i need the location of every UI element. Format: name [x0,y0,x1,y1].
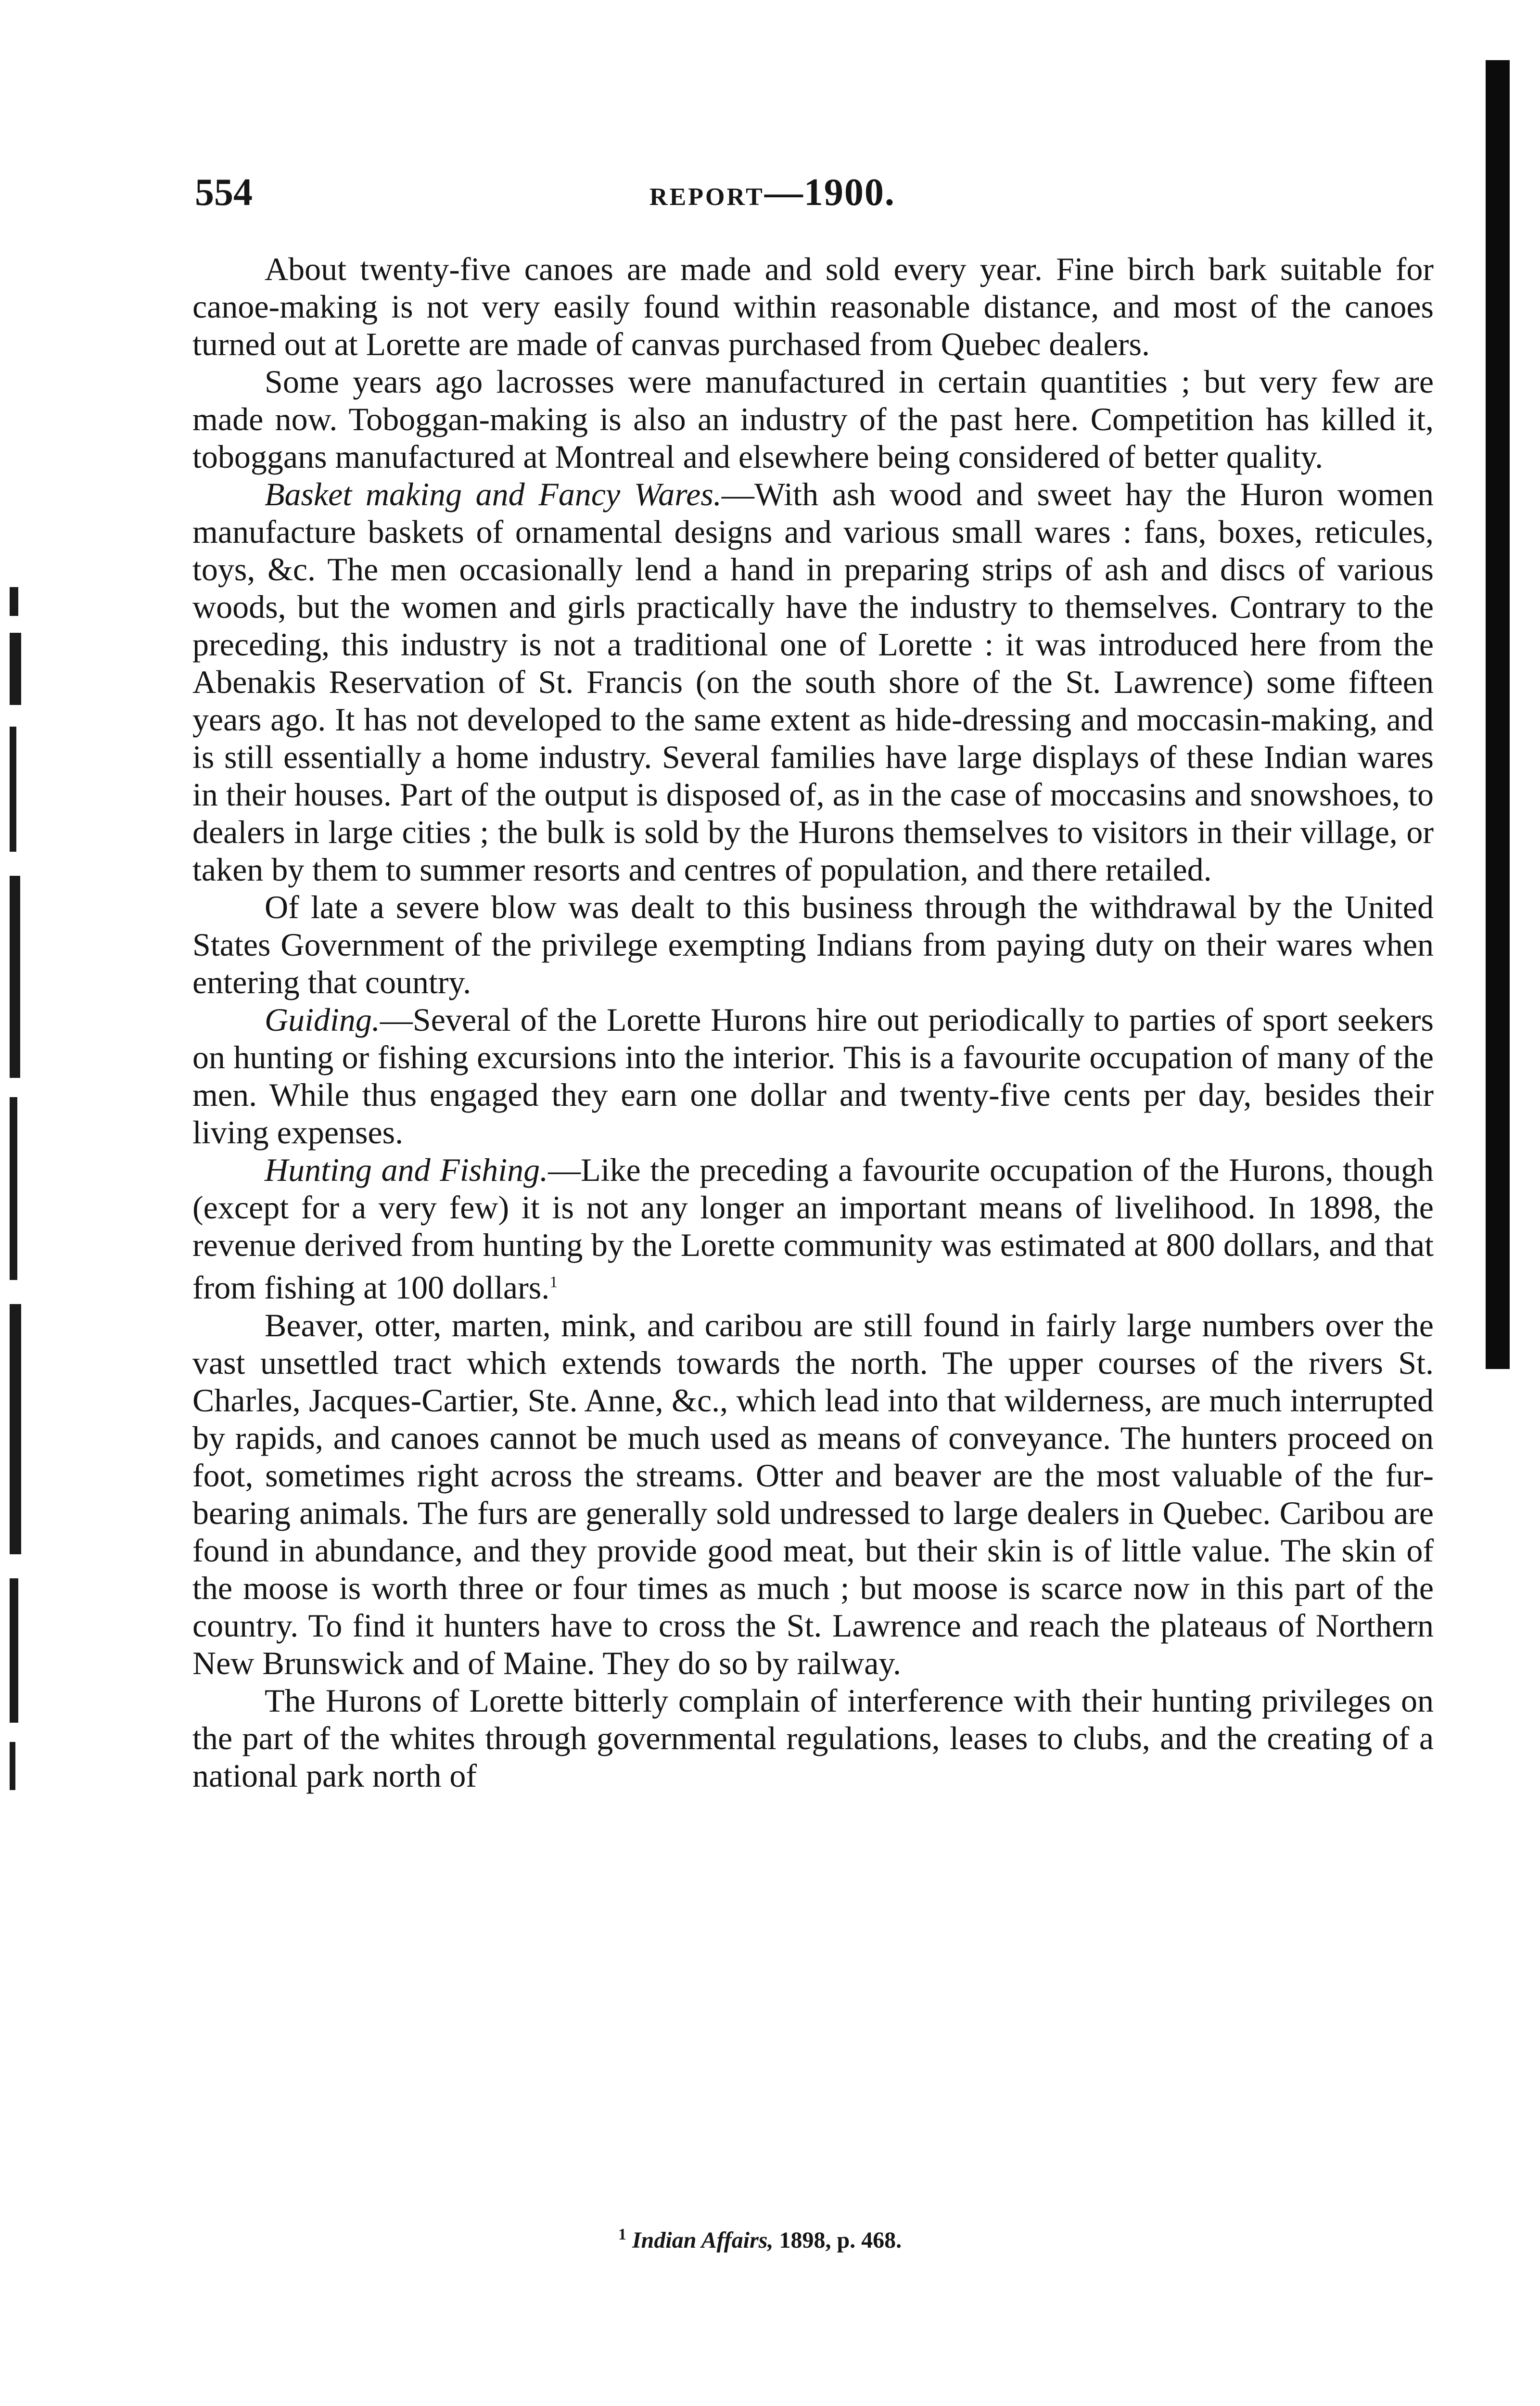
page-number: 554 [195,171,253,214]
paragraph-hunting-privileges: The Hurons of Lorette bitterly complain of interference with their hunting privileges on the part of the whites through governmental regulations, leases to clubs, and the creating of a national park north of [192,1682,1434,1794]
running-title [649,171,895,215]
body-text [192,250,1434,1794]
margin-black-bar [1486,60,1510,1369]
footnote-source: Indian Affairs, [632,2227,774,2253]
section-heading-basket-making: Basket making and Fancy Wares. [265,476,722,512]
section-heading-guiding: Guiding. [265,1001,380,1038]
footnote-ref: 1898, p. 468. [773,2227,902,2253]
running-title-year: —1900. [764,171,895,214]
paragraph-canoes: About twenty-five canoes are made and sold every year. Fine birch bark suitable for canoe-making is not very easily found within reasonable distance, and most of the canoes turned out at Lorette are made of canvas purchased from Quebec dealers. [192,251,1434,362]
paragraph-basket-making: Basket making and Fancy Wares.—With ash wood and sweet hay the Huron women manufacture baskets of ornamental designs and various small wares : fans, boxes, reticules, toys, &c. The men occasionally lend a hand in preparing strips of ash and discs of various woods, but the women and girls practically have the industry to themselves. Contrary to the preceding, this industry is not a traditional one of Lorette : it was introduced here from the Abenakis Reservation of St. Francis (on the south shore of the St. Lawrence) some fifteen years ago. It has not developed to the same extent as hide-dressing and moccasin-making, and is still essentially a home industry. Several families have large displays of these Indian wares in their houses. Part of the output is disposed of, as in the case of moccasins and snowshoes, to dealers in large cities ; the bulk is sold by the Hurons themselves to visitors in their village, or taken by them to summer resorts and centres of population, and there retailed. [192,476,1434,888]
footnote-mark: 1 [618,2226,626,2243]
page-header [195,171,1426,229]
paragraph-fur-animals: Beaver, otter, marten, mink, and caribou are still found in fairly large numbers over the vast unsettled tract which extends towards the north. The upper courses of the rivers St. Charles, Jacques-Cartier, Ste. Anne, &c., which lead into that wilderness, are much interrupted by rapids, and canoes cannot be much used as means of conveyance. The hunters proceed on foot, sometimes right across the streams. Otter and beaver are the most valuable of the fur-bearing animals. The furs are generally sold undressed to large dealers in Quebec. Caribou are found in abundance, and they provide good meat, but their skin is of little value. The skin of the moose is worth three or four times as much ; but moose is scarce now in this part of the country. To find it hunters have to cross the St. Lawrence and reach the plateaus of Northern New Brunswick and of Maine. They do so by railway. [192,1306,1434,1681]
footnote-reference: 1 [549,1273,558,1291]
paragraph-lacrosse-toboggan: Some years ago lacrosses were manufactured in certain quantities ; but very few are made now. Toboggan-making is also an industry of the past here. Competition has killed it, toboggans manufactured at Montreal and elsewhere being considered of better quality. [192,363,1434,475]
binding-edge-marks [10,587,77,1790]
paragraph-guiding: Guiding.—Several of the Lorette Hurons hire out periodically to parties of sport seekers on hunting or fishing excursions into the interior. This is a favourite occupation of many of the men. While thus engaged they earn one dollar and twenty-five cents per day, besides their living expenses. [192,1001,1434,1151]
section-heading-hunting-fishing: Hunting and Fishing. [265,1152,548,1188]
footnote [618,2226,902,2253]
paragraph-hunting-fishing: Hunting and Fishing.—Like the preceding a favourite occupation of the Hurons, though (except for a very few) it is not any longer an important means of livelihood. In 1898, the revenue derived from hunting by the Lorette community was estimated at 800 dollars, and that from fishing at 100 dollars.$^1$ [192,1152,1434,1306]
running-title-prefix: REPORT [649,183,764,211]
paragraph-duty-withdrawal: Of late a severe blow was dealt to this business through the withdrawal by the United States Government of the privilege exempting Indians from paying duty on their wares when entering that country. [192,889,1434,1000]
